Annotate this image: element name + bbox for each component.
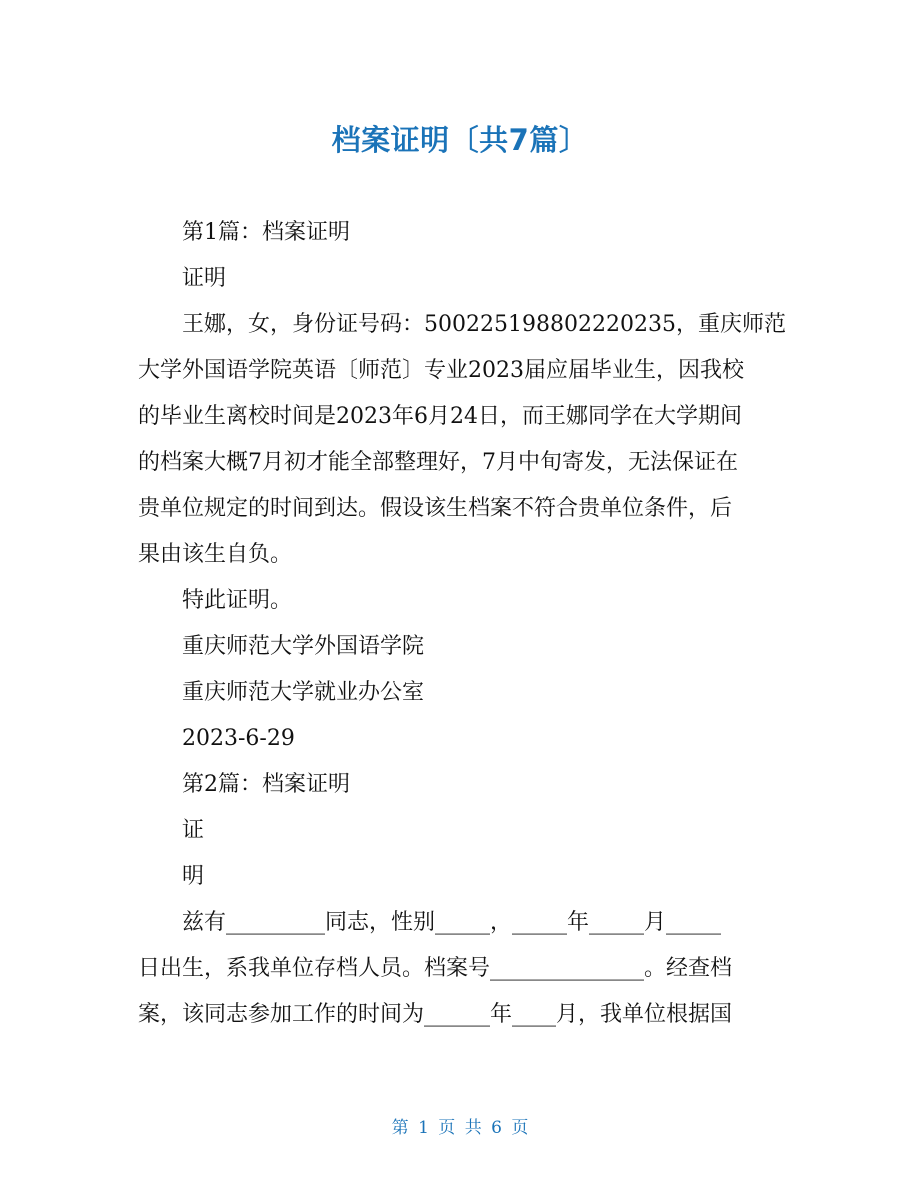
paragraph-line: 证明 (182, 266, 227, 291)
paragraph-line: 日出生，系我单位存档人员。档案号______________。经查档 (138, 956, 733, 981)
paragraph-line: 贵单位规定的时间到达。假设该生档案不符合贵单位条件，后 (138, 496, 733, 521)
paragraph-line: 证 (182, 818, 205, 843)
paragraph-line: 王娜，女，身份证号码：500225198802220235，重庆师范 (182, 312, 786, 337)
page-footer: 第 1 页 共 6 页 (391, 1118, 529, 1138)
paragraph-line: 的档案大概7月初才能全部整理好，7月中旬寄发，无法保证在 (138, 450, 738, 475)
document-body (138, 210, 784, 1038)
paragraph-line: 重庆师范大学就业办公室 (182, 680, 425, 705)
paragraph-line: 第1篇：档案证明 (182, 220, 350, 245)
paragraph-line: 2023-6-29 (182, 726, 295, 751)
paragraph-line: 明 (182, 864, 205, 889)
paragraph-line: 第2篇：档案证明 (182, 772, 350, 797)
paragraph-line: 案，该同志参加工作的时间为______年____月，我单位根据国 (138, 1002, 733, 1027)
paragraph-line: 重庆师范大学外国语学院 (182, 634, 425, 659)
document-title: 档案证明〔共7篇〕 (331, 123, 589, 157)
paragraph-line: 大学外国语学院英语〔师范〕专业2023届应届毕业生，因我校 (138, 358, 744, 383)
paragraph-line: 的毕业生离校时间是2023年6月24日，而王娜同学在大学期间 (138, 404, 742, 429)
paragraph-line: 特此证明。 (182, 588, 293, 613)
paragraph-line: 兹有_________同志，性别_____，_____年_____月_____ (182, 910, 722, 935)
paragraph-line: 果由该生自负。 (138, 542, 293, 567)
